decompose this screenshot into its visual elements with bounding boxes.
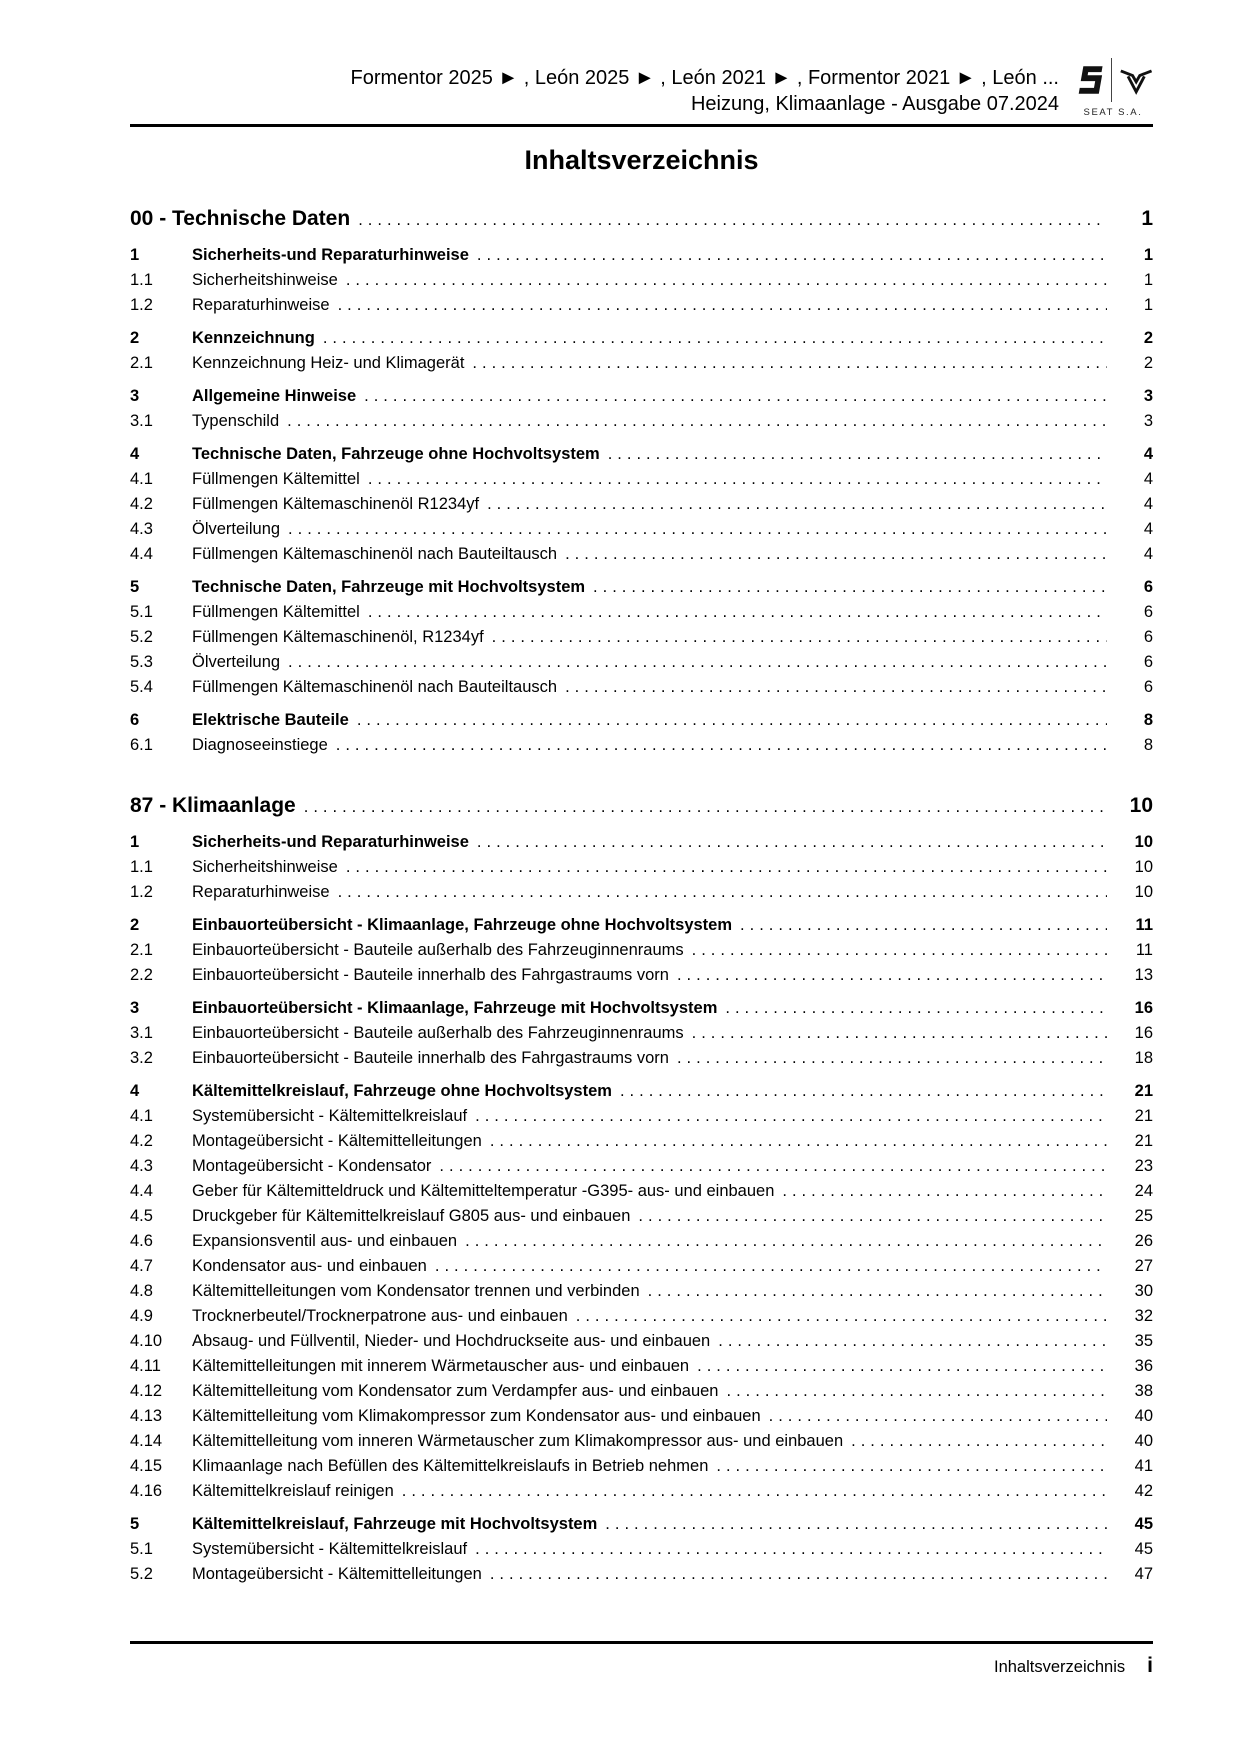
toc-entry-label: Elektrische Bauteile [192,711,349,729]
dot-leader [849,1429,1107,1454]
toc-entry-label: Expansionsventil aus- und einbauen [192,1232,458,1250]
dot-leader [437,1154,1107,1179]
toc-entry-page: 11 [1135,916,1153,934]
toc-entry-label: Technische Daten, Fahrzeuge ohne Hochvoltsystem [192,445,600,463]
toc-entry-row[interactable] [130,708,1153,733]
toc-entry-page: 23 [1134,1157,1153,1175]
dot-leader [606,442,1107,467]
toc-entry-page: 30 [1134,1282,1153,1300]
toc-entry-row[interactable] [130,1179,1153,1204]
toc-entry-row[interactable] [130,243,1153,268]
header-text-block [130,65,1073,118]
toc-entry-label: Montageübersicht - Kältemittelleitungen [192,1565,482,1583]
toc-entry-page: 3 [1143,412,1153,430]
dot-leader [475,243,1107,268]
header-subtitle-line: Heizung, Klimaanlage - Ausgabe 07.2024 [690,93,1059,115]
toc-entry-number: 5.2 [130,628,153,646]
toc-entry-label: Montageübersicht - Kältemittelleitungen [192,1132,482,1150]
toc-entry-page: 1 [1143,246,1153,264]
toc-entry-number: 3.1 [130,1024,153,1042]
toc-entry-row[interactable] [130,600,1153,625]
toc-entry-page: 21 [1134,1082,1153,1100]
toc-entry-page: 35 [1134,1332,1153,1350]
toc-chapter-row[interactable] [130,204,1153,235]
toc-entry-label: Systemübersicht - Kältemittelkreislauf [192,1107,468,1125]
table-of-contents [130,204,1153,1587]
dot-leader [716,1329,1107,1354]
dot-leader [362,384,1107,409]
toc-entry-page: 40 [1134,1407,1153,1425]
toc-chapter-page: 1 [1141,207,1153,230]
toc-entry-page: 1 [1143,271,1153,289]
dot-leader [355,708,1107,733]
toc-entry-number: 4.11 [130,1357,161,1375]
toc-entry-page: 4 [1143,545,1153,563]
toc-entry-label: Einbauorteübersicht - Bauteile außerhalb des Fahrzeuginnenraums [192,941,684,959]
toc-entry-label: Einbauorteübersicht - Bauteile innerhalb des Fahrgastraums vorn [192,1049,669,1067]
toc-entry-page: 8 [1143,711,1153,729]
toc-entry-number: 5.2 [130,1565,153,1583]
toc-entry-page: 36 [1134,1357,1153,1375]
toc-entry-label: Kondensator aus- und einbauen [192,1257,427,1275]
dot-leader [470,351,1107,376]
toc-entry-label: Kältemittelkreislauf, Fahrzeuge mit Hochvoltsystem [192,1515,598,1533]
dot-leader [646,1279,1107,1304]
toc-entry-label: Kennzeichnung Heiz- und Klimagerät [192,354,465,372]
dot-leader [356,205,1107,235]
toc-entry-page: 27 [1134,1257,1153,1275]
toc-entry-row[interactable] [130,1379,1153,1404]
toc-chapter [130,204,1153,758]
toc-entry-row[interactable] [130,1304,1153,1329]
toc-entry-row[interactable] [130,467,1153,492]
toc-entry-row[interactable] [130,1479,1153,1504]
toc-entry-row[interactable] [130,996,1153,1021]
dot-leader [724,1379,1107,1404]
toc-entry-row[interactable] [130,625,1153,650]
toc-entry-row[interactable] [130,1562,1153,1587]
dot-leader [574,1304,1107,1329]
toc-entry-row[interactable] [130,384,1153,409]
header-models-line: Formentor 2025 ► , León 2025 ► , León 2021 ► , Formentor 2021 ► , León ... [350,67,1059,89]
toc-entry-row[interactable] [130,517,1153,542]
dot-leader [485,492,1107,517]
toc-entry-number: 6.1 [130,736,153,754]
toc-entry-number: 4.16 [130,1482,163,1500]
toc-entry-row[interactable] [130,1021,1153,1046]
toc-entry-page: 42 [1134,1482,1153,1500]
toc-entry-row[interactable] [130,492,1153,517]
toc-entry-label: Reparaturhinweise [192,296,330,314]
toc-entry-row[interactable] [130,913,1153,938]
toc-entry-number: 4.13 [130,1407,163,1425]
toc-entry-label: Sicherheitshinweise [192,858,338,876]
toc-entry-number: 5.3 [130,653,153,671]
toc-entry-label: Einbauorteübersicht - Bauteile innerhalb des Fahrgastraums vorn [192,966,669,984]
toc-entry-row[interactable] [130,1104,1153,1129]
dot-leader [490,625,1107,650]
toc-entry-page: 10 [1134,833,1153,851]
toc-entry-label: Füllmengen Kältemittel [192,470,360,488]
toc-entry-page: 41 [1134,1457,1153,1475]
dot-leader [366,600,1107,625]
footer-row [130,1644,1153,1678]
toc-entry-page: 21 [1134,1132,1153,1150]
toc-entry-label: Ölverteilung [192,520,281,538]
dot-leader [473,1537,1107,1562]
dot-leader [723,996,1107,1021]
toc-entry-label: Diagnoseeinstiege [192,736,328,754]
toc-entry-number: 4 [130,445,140,463]
dot-leader [780,1179,1107,1204]
toc-entry-page: 2 [1143,354,1153,372]
toc-entry-row[interactable] [130,293,1153,318]
toc-entry-label: Klimaanlage nach Befüllen des Kältemittelkreislaufs in Betrieb nehmen [192,1457,709,1475]
toc-entry-label: Kältemittelkreislauf, Fahrzeuge ohne Hochvoltsystem [192,1082,612,1100]
dot-leader [738,913,1107,938]
logo-divider [1111,58,1112,102]
toc-entry-page: 10 [1134,858,1153,876]
toc-entry-number: 4.3 [130,1157,153,1175]
dot-leader [714,1454,1107,1479]
page-title: Inhaltsverzeichnis [524,145,759,175]
dot-leader [675,1046,1107,1071]
toc-entry-row[interactable] [130,1512,1153,1537]
dot-leader [463,1229,1107,1254]
toc-entry-page: 16 [1134,1024,1153,1042]
toc-entry-label: Füllmengen Kältemittel [192,603,360,621]
toc-entry-number: 4.10 [130,1332,163,1350]
toc-entry-label: Kältemittelleitungen vom Kondensator trennen und verbinden [192,1282,640,1300]
footer-label: Inhaltsverzeichnis [994,1658,1126,1676]
dot-leader [473,1104,1107,1129]
toc-entry-label: Sicherheits-und Reparaturhinweise [192,833,469,851]
toc-entry-row[interactable] [130,855,1153,880]
toc-entry-page: 11 [1135,941,1153,959]
toc-entry-page: 16 [1134,999,1153,1017]
toc-entry-number: 4.5 [130,1207,153,1225]
toc-entry-page: 4 [1143,445,1153,463]
toc-entry-number: 5.4 [130,678,153,696]
toc-entry-label: Einbauorteübersicht - Klimaanlage, Fahrzeuge ohne Hochvoltsystem [192,916,733,934]
toc-entry-row[interactable] [130,675,1153,700]
dot-leader [336,880,1107,905]
toc-chapter-label: 00 - Technische Daten [130,207,351,230]
toc-entry-number: 1.1 [130,858,153,876]
toc-entry-label: Reparaturhinweise [192,883,330,901]
dot-leader [344,268,1107,293]
toc-entry-number: 3 [130,999,140,1017]
toc-entry-page: 45 [1134,1515,1153,1533]
dot-leader [488,1562,1107,1587]
toc-entry-page: 21 [1134,1107,1153,1125]
logo-row [1073,58,1153,102]
toc-chapter-row[interactable] [130,791,1153,822]
toc-entry-number: 5.1 [130,1540,153,1558]
toc-entry-number: 4.14 [130,1432,163,1450]
toc-entry-row[interactable] [130,351,1153,376]
toc-entry-number: 1 [130,246,140,264]
toc-entry-number: 4.9 [130,1307,153,1325]
toc-entry-number: 1.2 [130,296,153,314]
toc-entry-number: 4.4 [130,545,153,563]
toc-entry-page: 38 [1134,1382,1153,1400]
toc-entry-number: 4.6 [130,1232,153,1250]
dot-leader [618,1079,1107,1104]
toc-entry-page: 3 [1143,387,1153,405]
toc-entry-row[interactable] [130,830,1153,855]
toc-chapter-label: 87 - Klimaanlage [130,794,296,817]
page-header [130,58,1153,118]
dot-leader [636,1204,1107,1229]
toc-entry-list [130,830,1153,1587]
dot-leader [400,1479,1107,1504]
toc-entry-page: 18 [1134,1049,1153,1067]
toc-entry-label: Sicherheits-und Reparaturhinweise [192,246,469,264]
page-footer [130,1641,1153,1678]
toc-entry-page: 1 [1143,296,1153,314]
toc-entry-label: Einbauorteübersicht - Bauteile außerhalb des Fahrzeuginnenraums [192,1024,684,1042]
toc-entry-label: Einbauorteübersicht - Klimaanlage, Fahrzeuge mit Hochvoltsystem [192,999,718,1017]
toc-entry-number: 4.8 [130,1282,153,1300]
toc-entry-page: 6 [1143,653,1153,671]
toc-entry-page: 4 [1143,495,1153,513]
toc-entry-row[interactable] [130,1537,1153,1562]
toc-entry-label: Kältemittelleitung vom Klimakompressor zum Kondensator aus- und einbauen [192,1407,761,1425]
dot-leader [475,830,1107,855]
toc-entry-row[interactable] [130,575,1153,600]
toc-entry-number: 4.1 [130,470,153,488]
toc-entry-row[interactable] [130,409,1153,434]
toc-entry-row[interactable] [130,1254,1153,1279]
toc-entry-number: 4.12 [130,1382,163,1400]
toc-entry-row[interactable] [130,650,1153,675]
toc-entry-number: 5.1 [130,603,153,621]
toc-entry-number: 5 [130,1515,140,1533]
toc-entry-label: Füllmengen Kältemaschinenöl, R1234yf [192,628,484,646]
toc-entry-page: 40 [1134,1432,1153,1450]
toc-entry-number: 2.1 [130,354,153,372]
toc-entry-label: Kältemittelleitungen mit innerem Wärmetauscher aus- und einbauen [192,1357,690,1375]
dot-leader [690,1021,1107,1046]
toc-entry-page: 6 [1143,628,1153,646]
toc-entry-label: Allgemeine Hinweise [192,387,357,405]
dot-leader [603,1512,1107,1537]
toc-entry-number: 4.1 [130,1107,153,1125]
company-name: SEAT S.A. [1083,107,1143,118]
toc-entry-row[interactable] [130,1329,1153,1354]
toc-entry-page: 26 [1134,1232,1153,1250]
dot-leader [690,938,1107,963]
toc-entry-number: 4.2 [130,495,153,513]
toc-entry-page: 6 [1143,603,1153,621]
toc-entry-row[interactable] [130,1429,1153,1454]
toc-entry-row[interactable] [130,1229,1153,1254]
toc-entry-page: 24 [1134,1182,1153,1200]
dot-leader [302,792,1107,822]
toc-entry-label: Füllmengen Kältemaschinenöl R1234yf [192,495,480,513]
toc-entry-page: 2 [1143,329,1153,347]
toc-entry-row[interactable] [130,542,1153,567]
toc-entry-number: 1.1 [130,271,153,289]
toc-entry-number: 1.2 [130,883,153,901]
toc-entry-label: Montageübersicht - Kondensator [192,1157,432,1175]
toc-entry-page: 6 [1143,578,1153,596]
dot-leader [675,963,1107,988]
dot-leader [563,542,1107,567]
toc-entry-label: Trocknerbeutel/Trocknerpatrone aus- und einbauen [192,1307,568,1325]
toc-entry-page: 8 [1143,736,1153,754]
toc-entry-number: 4.7 [130,1257,153,1275]
toc-entry-row[interactable] [130,880,1153,905]
dot-leader [336,293,1107,318]
toc-entry-label: Systemübersicht - Kältemittelkreislauf [192,1540,468,1558]
toc-entry-label: Druckgeber für Kältemittelkreislauf G805 aus- und einbauen [192,1207,631,1225]
toc-entry-row[interactable] [130,963,1153,988]
toc-entry-page: 13 [1134,966,1153,984]
toc-entry-row[interactable] [130,1079,1153,1104]
toc-entry-page: 45 [1134,1540,1153,1558]
toc-entry-list [130,243,1153,758]
toc-entry-number: 4.4 [130,1182,153,1200]
cupra-icon [1119,63,1153,97]
toc-entry-label: Kältemittelkreislauf reinigen [192,1482,394,1500]
toc-entry-row[interactable] [130,1204,1153,1229]
dot-leader [591,575,1107,600]
toc-entry-row[interactable] [130,938,1153,963]
toc-entry-number: 2.1 [130,941,153,959]
header-rule [130,124,1153,127]
dot-leader [344,855,1107,880]
toc-entry-row[interactable] [130,733,1153,758]
toc-entry-row[interactable] [130,1154,1153,1179]
toc-entry-number: 2 [130,916,140,934]
dot-leader [286,650,1107,675]
dot-leader [488,1129,1107,1154]
toc-entry-number: 5 [130,578,140,596]
toc-entry-label: Kältemittelleitung vom Kondensator zum Verdampfer aus- und einbauen [192,1382,719,1400]
toc-entry-number: 3.2 [130,1049,153,1067]
toc-entry-page: 47 [1134,1565,1153,1583]
dot-leader [334,733,1107,758]
toc-entry-row[interactable] [130,1404,1153,1429]
toc-entry-page: 25 [1134,1207,1153,1225]
toc-entry-label: Sicherheitshinweise [192,271,338,289]
toc-entry-number: 6 [130,711,140,729]
toc-entry-row[interactable] [130,1454,1153,1479]
toc-entry-row[interactable] [130,442,1153,467]
toc-entry-number: 4.3 [130,520,153,538]
brand-block [1073,58,1153,118]
toc-entry-label: Ölverteilung [192,653,281,671]
toc-entry-row[interactable] [130,326,1153,351]
dot-leader [433,1254,1107,1279]
toc-entry-label: Technische Daten, Fahrzeuge mit Hochvoltsystem [192,578,586,596]
toc-entry-number: 1 [130,833,140,851]
toc-chapter [130,791,1153,1587]
dot-leader [285,409,1107,434]
toc-entry-page: 10 [1134,883,1153,901]
dot-leader [366,467,1107,492]
dot-leader [767,1404,1107,1429]
dot-leader [563,675,1107,700]
toc-entry-label: Geber für Kältemitteldruck und Kältemitteltemperatur -G395- aus- und einbauen [192,1182,775,1200]
toc-entry-label: Kältemittelleitung vom inneren Wärmetauscher zum Klimakompressor aus- und einbauen [192,1432,844,1450]
toc-entry-number: 4.15 [130,1457,163,1475]
toc-entry-page: 32 [1134,1307,1153,1325]
toc-entry-label: Typenschild [192,412,280,430]
seat-s-icon [1073,63,1104,97]
toc-entry-label: Füllmengen Kältemaschinenöl nach Bauteiltausch [192,678,558,696]
dot-leader [321,326,1107,351]
toc-entry-page: 4 [1143,520,1153,538]
toc-entry-number: 4 [130,1082,140,1100]
toc-entry-page: 6 [1143,678,1153,696]
footer-page-number: i [1147,1654,1153,1677]
toc-entry-label: Kennzeichnung [192,329,315,347]
toc-entry-number: 2.2 [130,966,153,984]
dot-leader [286,517,1107,542]
toc-entry-row[interactable] [130,1279,1153,1304]
toc-entry-number: 4.2 [130,1132,153,1150]
toc-entry-label: Füllmengen Kältemaschinenöl nach Bauteiltausch [192,545,558,563]
toc-entry-number: 3 [130,387,140,405]
toc-entry-page: 4 [1143,470,1153,488]
toc-chapter-page: 10 [1129,794,1153,817]
toc-entry-number: 3.1 [130,412,153,430]
toc-entry-label: Absaug- und Füllventil, Nieder- und Hochdruckseite aus- und einbauen [192,1332,711,1350]
toc-entry-row[interactable] [130,1354,1153,1379]
toc-entry-row[interactable] [130,1046,1153,1071]
toc-entry-row[interactable] [130,268,1153,293]
toc-entry-number: 2 [130,329,140,347]
dot-leader [695,1354,1107,1379]
toc-entry-row[interactable] [130,1129,1153,1154]
